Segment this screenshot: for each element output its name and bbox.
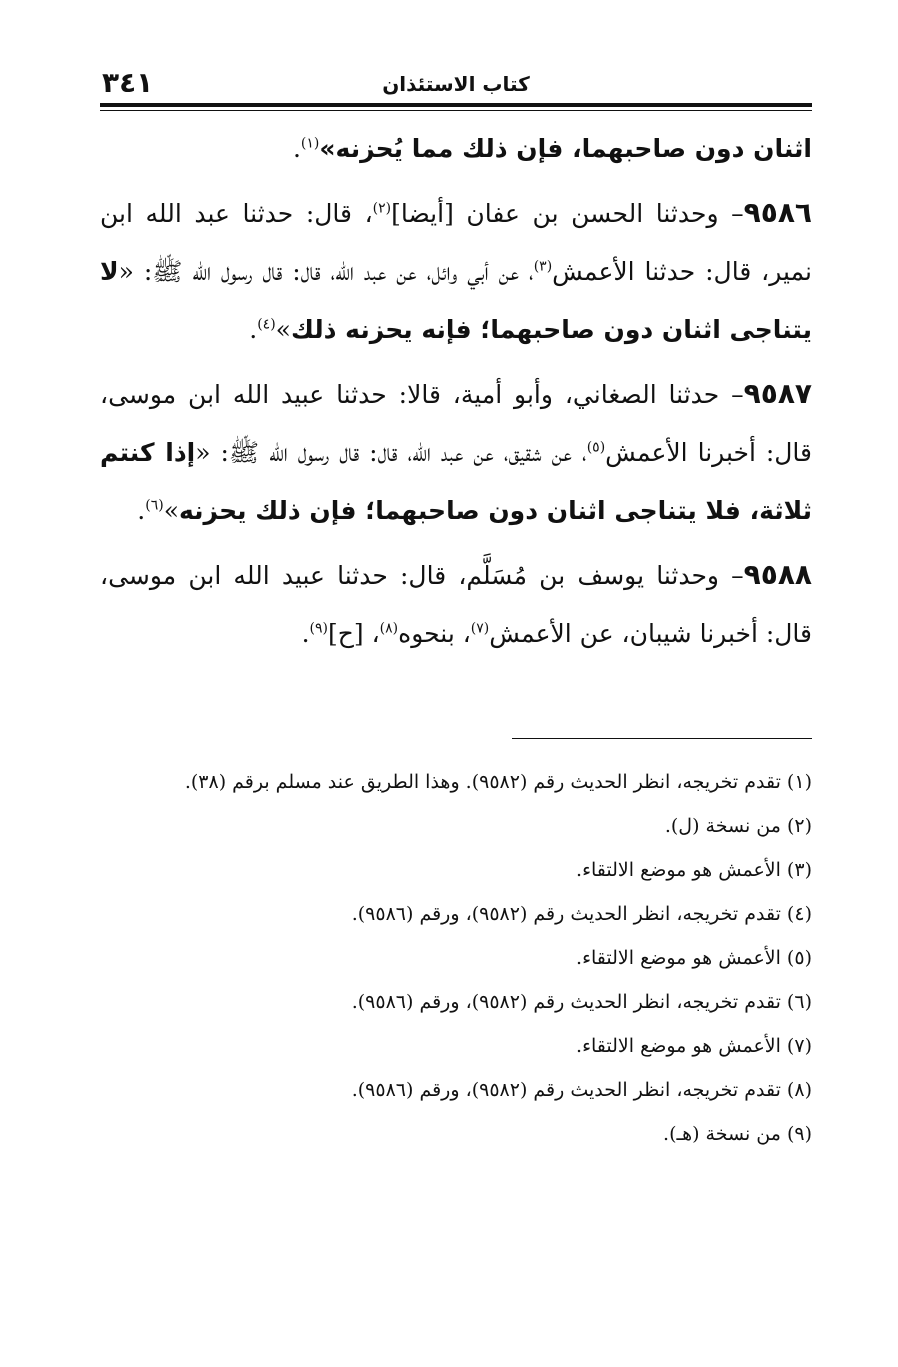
footnote-ref: (٤) <box>257 316 276 333</box>
footnote: (١) تقدم تخريجه، انظر الحديث رقم (٩٥٨٢). وهذا الطريق عند مسلم برقم (٣٨). <box>184 771 812 793</box>
hadith-9588 <box>100 546 812 663</box>
book-title: كتاب الاستئذان <box>382 72 530 96</box>
footnote-ref: (٦) <box>145 497 164 514</box>
footnote-ref: (١) <box>300 135 320 152</box>
footnote: (٥) الأعمش هو موضع الالتقاء. <box>576 947 812 969</box>
hadith-number: ٩٥٨٦ <box>743 196 812 229</box>
footnote-ref: (٧) <box>470 620 490 637</box>
period: . <box>249 315 258 344</box>
page-header <box>100 62 812 102</box>
period: . <box>301 619 310 648</box>
footnote: (٦) تقدم تخريجه، انظر الحديث رقم (٩٥٨٢)، ورقم (٩٥٨٦). <box>351 991 812 1013</box>
hadith-text: ، عن شقيق، عن عبد الله، قال: قال رسول الله ﷺ: « <box>195 438 587 467</box>
footnotes <box>100 760 812 1156</box>
period: . <box>292 134 301 163</box>
hadith-text: – وحدثنا الحسن بن عفان [أيضا] <box>391 199 744 228</box>
bold-quote: لا يتناجى اثنان دون صاحبهما؛ فإنه يحزنه ذلك <box>100 257 812 344</box>
footnote: (٢) من نسخة (ل). <box>664 815 812 837</box>
period: . <box>137 496 146 525</box>
bold-quote: إذا كنتم ثلاثة، فلا يتناجى اثنان دون صاحبهما؛ فإن ذلك يحزنه <box>100 438 812 525</box>
footnote-separator <box>512 738 812 739</box>
hadith-text: ، [ح] <box>327 619 380 648</box>
hadith-text: – وحدثنا يوسف بن مُسَلَّم، قال: حدثنا عبيد الله ابن موسى، قال: أخبرنا شيبان، عن الأعمش <box>100 561 812 648</box>
footnote-ref: (٢) <box>372 200 392 217</box>
main-text <box>100 120 812 669</box>
footnote: (٨) تقدم تخريجه، انظر الحديث رقم (٩٥٨٢)، ورقم (٩٥٨٦). <box>351 1079 812 1101</box>
hadith-number: ٩٥٨٧ <box>743 377 812 410</box>
footnote: (٣) الأعمش هو موضع الالتقاء. <box>576 859 812 881</box>
hadith-9587 <box>100 365 812 540</box>
page-number: ٣٤١ <box>102 66 154 99</box>
footnote-ref: (٩) <box>309 620 328 637</box>
hadith-9586 <box>100 184 812 359</box>
header-rule-thin <box>100 110 812 111</box>
footnote: (٤) تقدم تخريجه، انظر الحديث رقم (٩٥٨٢)، ورقم (٩٥٨٦). <box>351 903 812 925</box>
paragraph-continuation <box>100 120 812 178</box>
footnote: (٧) الأعمش هو موضع الالتقاء. <box>576 1035 812 1057</box>
hadith-text: » <box>163 496 179 525</box>
hadith-text: ، عن أبي وائل، عن عبد الله، قال: قال رسول الله ﷺ: « <box>118 257 534 286</box>
footnote-ref: (٣) <box>533 258 553 275</box>
hadith-number: ٩٥٨٨ <box>743 558 812 591</box>
hadith-text: ، بنحوه <box>398 619 471 648</box>
hadith-text: » <box>275 315 291 344</box>
hadith-text: – حدثنا الصغاني، وأبو أمية، قالا: حدثنا عبيد الله ابن موسى، قال: أخبرنا الأعمش <box>100 380 813 467</box>
footnote-ref: (٥) <box>586 439 606 456</box>
footnote: (٩) من نسخة (هـ). <box>663 1123 812 1145</box>
header-rule-thick <box>100 103 812 107</box>
footnote-ref: (٨) <box>379 620 399 637</box>
bold-quote: اثنان دون صاحبهما، فإن ذلك مما يُحزنه» <box>319 134 812 163</box>
hadith-text: ، قال: حدثنا عبد الله ابن نمير، قال: حدثنا الأعمش <box>100 199 812 286</box>
